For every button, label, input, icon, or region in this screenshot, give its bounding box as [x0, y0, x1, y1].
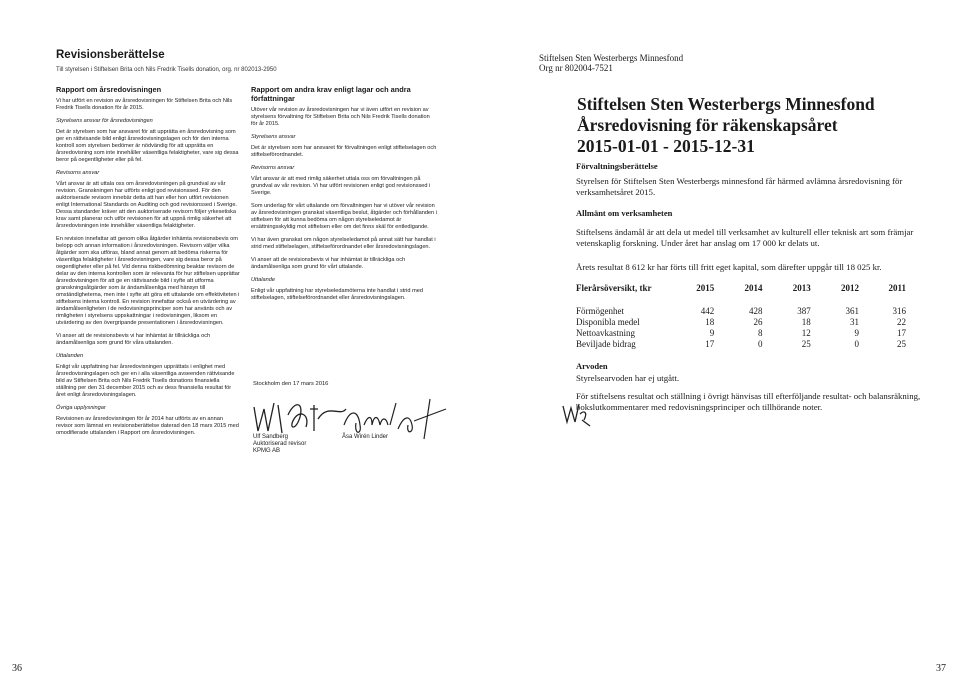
table-cell: 25: [897, 338, 906, 349]
table-row: [576, 297, 906, 305]
report-addressee: Till styrelsen i Stiftelsen Brita och Nils Fredrik Tisells donation, org. nr 802013-2950: [56, 67, 277, 73]
other-information-text: Revisionen av årsredovisningen för år 2014 har utförts av en annan revisor som lämnat en revisionsberättelse daterad den 18 mars 2015 med omodifierade uttalanden i Rapport om årsredovisningen.: [56, 416, 239, 436]
document-title-block: [577, 94, 875, 157]
board-admin-responsibility-text: Det är styrelsen som har ansvaret för förvaltningen enligt stiftelselagen och stiftelseförordnandet.: [251, 145, 437, 158]
subheading-auditor-responsibility-admin: Revisorns ansvar: [251, 165, 295, 171]
table-row: [576, 327, 906, 338]
board-responsibility-text: Det är styrelsen som har ansvaret för att upprätta en årsredovisning som ger en rättvisande bild enligt årsredovisningslagen och för den interna kontroll som styrelsen bedömer är nödvändig för att upprätta en årsredovisning som inte innehåller väsentliga felaktigheter, vare sig dessa beror på oegentligheter eller på fel.: [56, 129, 239, 163]
table-cell: 9: [854, 327, 859, 338]
audit-column-2: [251, 85, 437, 308]
table-row: [576, 305, 906, 316]
initials-mark: [560, 400, 592, 430]
table-cell: 361: [845, 305, 859, 316]
section-heading-annual-report: Rapport om årsredovisningen: [56, 85, 162, 94]
title-annual-report: Årsredovisning för räkenskapsåret: [577, 115, 838, 135]
management-report-text: Styrelsen för Stiftelsen Sten Westerbergs minnesfond får härmed avlämna årsredovisning för verksamhetsåret 2015.: [576, 176, 903, 197]
opinion-text: Enligt vår uppfattning har årsredovisningen upprättats i enlighet med årsredovisningslagen och ger en i alla väsentliga avseenden rättvisande bild av Stiftelsen Brita och Nils Fredrik Tisells donations finansiella ställning per den 31 december 2015 och av dess finansiella resultat för året enligt årsredovisningslagen.: [56, 364, 235, 398]
auditor-admin-responsibility-text: Vårt ansvar är att med rimlig säkerhet uttala oss om förvaltningen på grundval av vår revision. Vi har utfört revisionen enligt god revisionssed i Sverige.: [251, 176, 431, 196]
table-cell: 442: [700, 305, 715, 316]
section-fees-heading: Arvoden: [576, 361, 608, 371]
table-header-cell: 2011: [888, 283, 906, 293]
auditor-responsibility-text: Vårt ansvar är att uttala oss om årsredovisningen på grundval av vår revision. Granskningen har utförts enligt god revisionssed. För den auktoriserade revisorn innebär detta att han eller hon utfört revisionen enligt International Standards on Auditing och god revisionssed i Sverige. Dessa standarder kräver att den auktoriserade revisorn följer yrkesetiska krav samt planerar och utför revisionen för att uppnå rimlig säkerhet att årsredovisningen inte innehåller väsentliga felaktigheter.: [56, 181, 237, 229]
table-cell: 12: [801, 327, 811, 338]
title-foundation-name: Stiftelsen Sten Westerbergs Minnesfond: [577, 94, 875, 114]
table-header-cell: 2014: [744, 283, 763, 293]
subheading-board-responsibility: Styrelsens ansvar för årsredovisningen: [56, 118, 153, 124]
audit-scope-text: En revision innefattar att genom olika åtgärder inhämta revisionsbevis om belopp och annan information i årsredovisningen. Revisorn väljer vilka åtgärder som ska utföras, bland annat genom att bedöma riskerna för väsentliga felaktigheter i årsredovisningen, vare sig dessa beror på oegentligheter eller på fel. Vid denna riskbedömning beaktar revisorn de delar av den interna kontrollen som är relevanta för hur stiftelsen upprättar årsredovisningen för att ge en rättvisande bild i syfte att utforma granskningsåtgärder som är ändamålsenliga med hänsyn till omständigheterna, men inte i syfte att göra ett uttalande om effektiviteten i stiftelsens interna kontroll. En revision innefattar också en utvärdering av ändamålsenligheten i de redovisningsprinciper som har använts och av rimligheten i styrelsens uppskattningar i redovisningen, liksom en utvärdering av den övergripande presentationen i årsredovisningen.: [56, 236, 240, 326]
table-cell: 9: [709, 327, 715, 338]
signer-1-firm: KPMG AB: [253, 448, 281, 454]
header-foundation-name: Stiftelsen Sten Westerbergs Minnesfond: [539, 53, 684, 63]
table-cell: 387: [797, 305, 811, 316]
table-cell: 22: [897, 316, 906, 327]
audit-evidence-text: Vi anser att de revisionsbevis vi har inhämtat är tillräckliga och ändamålsenliga som grund för våra uttalanden.: [56, 333, 211, 346]
table-cell: 26: [753, 316, 763, 327]
page-number-left: 36: [12, 663, 22, 674]
subheading-board-responsibility-admin: Styrelsens ansvar: [251, 134, 296, 140]
page-number-right: 37: [936, 663, 946, 674]
table-cell: 0: [854, 338, 859, 349]
table-cell: 428: [749, 305, 763, 316]
admin-intro-text: Utöver vår revision av årsredovisningen har vi även utfört en revision av styrelsens förvaltning för Stiftelsen Brita och Nils Fredrik Tisells donation för år 2015.: [251, 107, 430, 127]
subheading-statement: Uttalande: [251, 277, 275, 283]
fees-text: Styrelsearvoden har ej utgått.: [576, 373, 680, 383]
place-and-date: Stockholm den 17 mars 2016: [253, 381, 329, 387]
header-org-number: Org nr 802004-7521: [539, 63, 613, 73]
table-cell: 0: [758, 338, 763, 349]
subheading-other-information: Övriga upplysningar: [56, 405, 106, 411]
five-year-overview-table: [576, 283, 906, 349]
table-header-cell: Flerårsöversikt, tkr: [576, 283, 652, 293]
table-header-cell: 2013: [792, 283, 811, 293]
subheading-opinions: Uttalanden: [56, 353, 84, 359]
intro-paragraph: Vi har utfört en revision av årsredovisningen för Stiftelsen Brita och Nils Fredrik Tisells donation för år 2015.: [56, 98, 233, 111]
table-cell: 17: [897, 327, 906, 338]
admin-statement-text: Enligt vår uppfattning har styrelseledamöterna inte handlat i strid med stiftelselagen, stiftelseförordnandet eller årsredovisningslagen.: [251, 288, 423, 301]
section-management-report-heading: Förvaltningsberättelse: [576, 161, 658, 171]
signer-1-name: Ulf Sandberg: [253, 434, 289, 440]
table-cell: 18: [801, 316, 811, 327]
table-cell: 18: [705, 316, 715, 327]
table-cell: 8: [758, 327, 763, 338]
closing-reference-text: För stiftelsens resultat och ställning i övrigt hänvisas till efterföljande resultat- och balansräkning, bokslutkommentarer med redovisningsprinciper och tillhörande noter.: [576, 391, 921, 412]
section-heading-other-requirements: Rapport om andra krav enligt lagar och andra författningar: [251, 85, 411, 103]
table-cell: 316: [892, 305, 906, 316]
table-header-cell: 2015: [696, 283, 715, 293]
general-operations-text: Stiftelsens ändamål är att dela ut medel till verksamhet av kulturell eller teknisk art som främjar vetenskaplig forskning. Under året har anslag om 17 000 kr delats ut.: [576, 227, 914, 248]
audit-column-1: [56, 85, 241, 443]
section-general-heading: Allmänt om verksamheten: [576, 208, 673, 218]
table-cell: 31: [850, 316, 859, 327]
report-title: Revisionsberättelse: [56, 49, 165, 61]
table-header-row: [576, 283, 906, 297]
row-label: Förmögenhet: [576, 305, 624, 316]
table-cell: 17: [705, 338, 715, 349]
table-row: [576, 338, 906, 349]
title-period: 2015-01-01 - 2015-12-31: [577, 136, 755, 156]
signer-2-name: Åsa Wirén Linder: [342, 434, 389, 440]
admin-evidence-text: Vi anser att de revisionsbevis vi har inhämtat är tillräckliga och ändamålsenliga som grund för vårt uttalande.: [251, 257, 406, 270]
admin-basis-text: Som underlag för vårt uttalande om förvaltningen har vi utöver vår revision av årsredovisningen granskat väsentliga beslut, åtgärder och förhållanden i stiftelsen för att kunna bedöma om någon styrelseledamot är ersättningsskyldig mot stiftelsen eller om det finns skäl för entledigande.: [251, 203, 437, 230]
row-label: Beviljade bidrag: [576, 338, 636, 349]
table-cell: 25: [801, 338, 811, 349]
table-row: [576, 316, 906, 327]
signer-1-title: Auktoriserad revisor: [253, 441, 307, 447]
annual-result-text: Årets resultat 8 612 kr har förts till fritt eget kapital, som därefter uppgår till 18 025 kr.: [576, 262, 882, 272]
admin-review-text: Vi har även granskat om någon styrelseledamot på annat sätt har handlat i strid med stiftelselagen, stiftelseförordnandet eller årsredovisningslagen.: [251, 237, 436, 250]
table-header-cell: 2012: [841, 283, 859, 293]
row-label: Nettoavkastning: [576, 327, 635, 338]
signer-1-block: [253, 434, 306, 455]
subheading-auditor-responsibility: Revisorns ansvar: [56, 170, 100, 176]
row-label: Disponibla medel: [576, 316, 640, 327]
